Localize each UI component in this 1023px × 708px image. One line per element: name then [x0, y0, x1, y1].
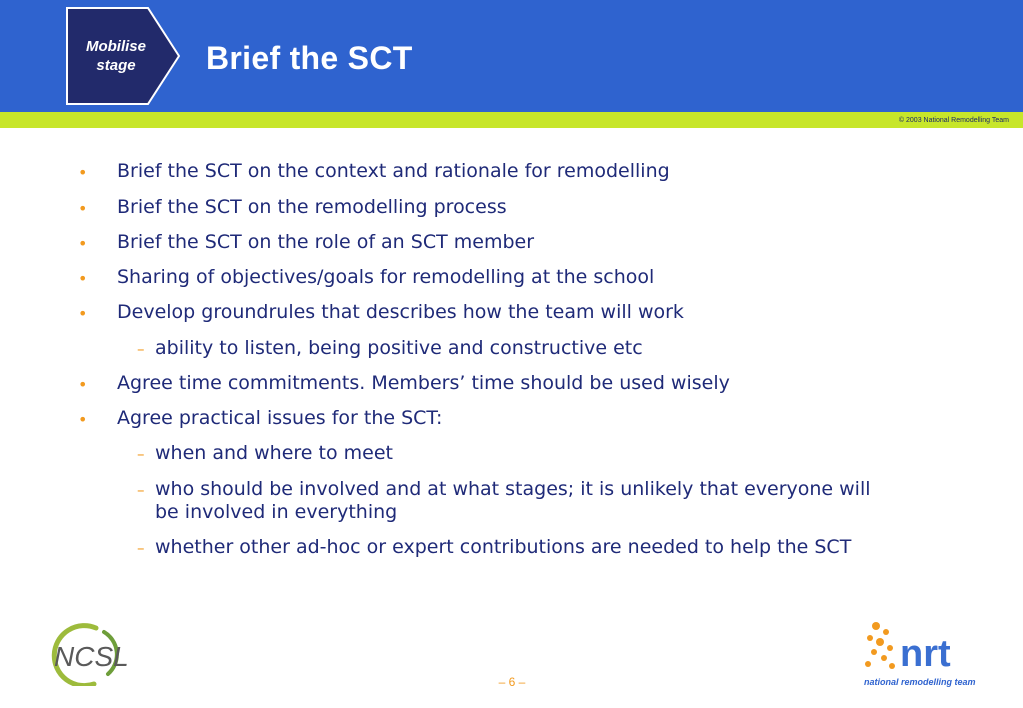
sub-bullet-item: whether other ad-hoc or expert contributions are needed to help the SCT: [155, 536, 852, 558]
accent-stripe: [0, 112, 1023, 128]
ncsl-logo-text: NCSL: [54, 641, 129, 672]
bullet-marker: •: [78, 199, 88, 218]
bullet-marker: •: [78, 234, 88, 253]
bullet-item: Develop groundrules that describes how the team will work: [117, 301, 684, 323]
slide-title: Brief the SCT: [206, 40, 413, 76]
page-number: – 6 –: [498, 675, 526, 689]
ncsl-logo: [38, 622, 150, 686]
copyright-notice: © 2003 National Remodelling Team: [898, 117, 1009, 124]
bullet-marker: •: [78, 304, 88, 323]
sub-bullet-marker: –: [137, 340, 145, 358]
nrt-logo-tagline: national remodelling team: [864, 677, 976, 687]
sub-bullet-item: who should be involved and at what stages; it is unlikely that everyone will: [155, 478, 871, 500]
bullet-item: Brief the SCT on the context and rationale for remodelling: [117, 160, 670, 182]
stage-badge: [66, 7, 180, 105]
nrt-logo-icon: [862, 618, 984, 690]
bullet-item: Agree practical issues for the SCT:: [117, 407, 443, 429]
stage-label-line1: Mobilise: [85, 38, 146, 55]
bullet-marker: •: [78, 269, 88, 288]
bullet-marker: •: [78, 375, 88, 394]
stage-label: [66, 37, 166, 75]
bullet-item: Sharing of objectives/goals for remodelling at the school: [117, 266, 655, 288]
nrt-logo-text: nrt: [900, 633, 951, 675]
nrt-figure-icon: [865, 622, 895, 669]
sub-bullet-item: ability to listen, being positive and constructive etc: [155, 337, 643, 359]
bullet-item: Brief the SCT on the role of an SCT member: [117, 231, 535, 253]
sub-bullet-item-continued: be involved in everything: [155, 501, 398, 523]
bullet-marker: •: [78, 410, 88, 429]
stage-label-line2: stage: [96, 57, 136, 74]
nrt-logo: [862, 618, 984, 690]
ncsl-logo-icon: [38, 622, 150, 686]
bullet-item: Agree time commitments. Members’ time should be used wisely: [117, 372, 730, 394]
bullet-marker: •: [78, 163, 88, 182]
sub-bullet-marker: –: [137, 481, 145, 499]
bullet-item: Brief the SCT on the remodelling process: [117, 196, 507, 218]
sub-bullet-marker: –: [137, 539, 145, 557]
sub-bullet-item: when and where to meet: [155, 442, 393, 464]
sub-bullet-marker: –: [137, 445, 145, 463]
